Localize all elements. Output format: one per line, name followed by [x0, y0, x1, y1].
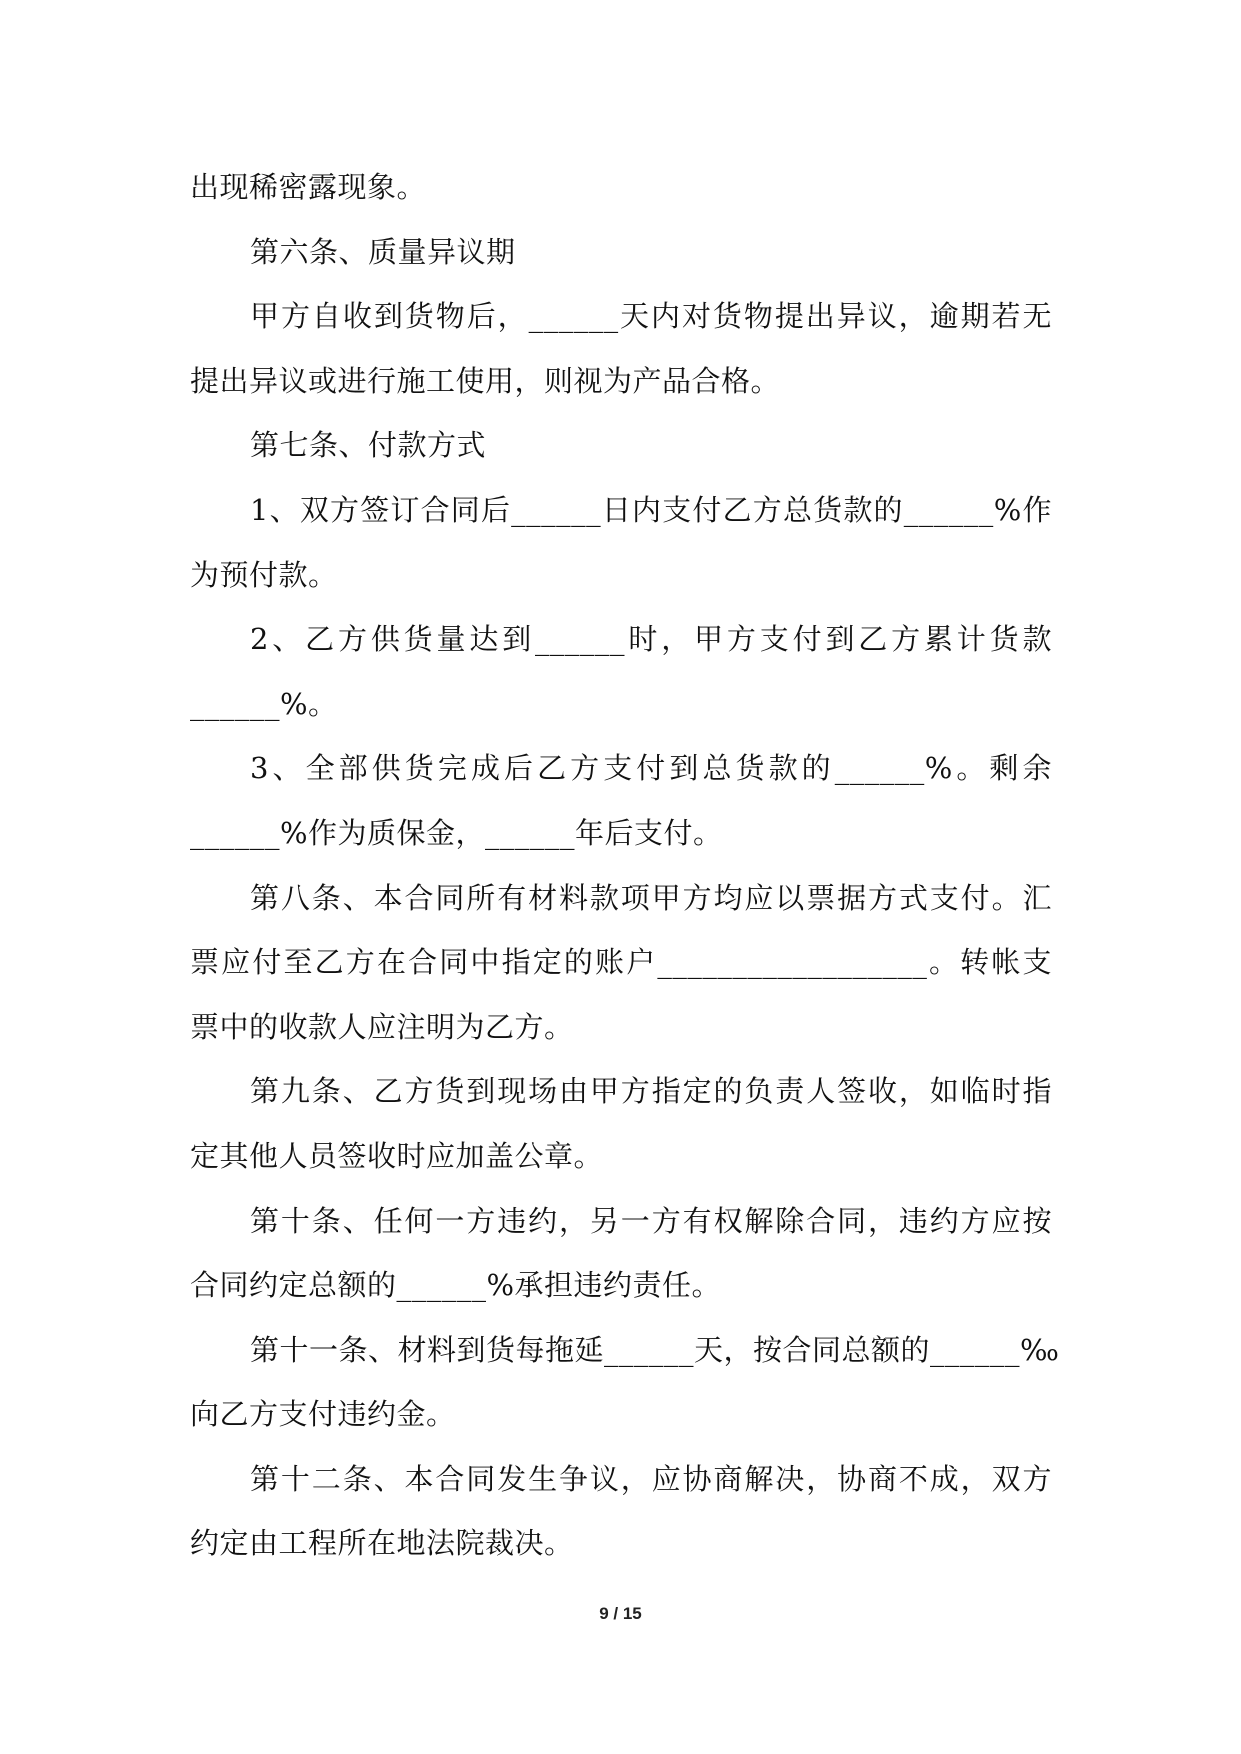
document-body	[190, 155, 1060, 1576]
paragraph-line: 2、乙方供货量达到______时，甲方支付到乙方累计货款	[250, 622, 1052, 657]
article-9-line: 第九条、乙方货到现场由甲方指定的负责人签收，如临时指	[250, 1074, 1052, 1109]
article-10-line: 第十条、任何一方违约，另一方有权解除合同，违约方应按	[250, 1203, 1052, 1238]
paragraph-line: 票应付至乙方在合同中指定的账户__________________。转帐支	[190, 945, 1052, 980]
article-8-line: 第八条、本合同所有材料款项甲方均应以票据方式支付。汇	[250, 880, 1052, 915]
article-11-line: 第十一条、材料到货每拖延______天，按合同总额的______‰	[250, 1332, 1060, 1367]
paragraph-line: 1、双方签订合同后______日内支付乙方总货款的______%作	[250, 492, 1052, 527]
article-12-line: 第十二条、本合同发生争议，应协商解决，协商不成，双方	[250, 1461, 1052, 1496]
paragraph-line: 为预付款。	[190, 557, 338, 592]
paragraph-line: 合同约定总额的______%承担违约责任。	[190, 1268, 722, 1303]
paragraph-line: 向乙方支付违约金。	[190, 1397, 456, 1432]
paragraph-line: 提出异议或进行施工使用，则视为产品合格。	[190, 363, 781, 398]
paragraph-line: 定其他人员签收时应加盖公章。	[190, 1138, 604, 1173]
article-7-heading: 第七条、付款方式	[250, 428, 487, 463]
paragraph-line: 票中的收款人应注明为乙方。	[190, 1009, 574, 1044]
paragraph-line: 出现稀密露现象。	[190, 170, 427, 204]
paragraph-line: 3、全部供货完成后乙方支付到总货款的______%。剩余	[250, 751, 1052, 786]
page-number: 9 / 15	[599, 1604, 642, 1623]
paragraph-line: ______%。	[190, 686, 338, 721]
paragraph-line: ______%作为质保金，______年后支付。	[190, 815, 723, 850]
article-6-heading: 第六条、质量异议期	[250, 234, 516, 269]
paragraph-line: 约定由工程所在地法院裁决。	[190, 1526, 574, 1561]
paragraph-line: 甲方自收到货物后，______天内对货物提出异议，逾期若无	[250, 299, 1052, 334]
